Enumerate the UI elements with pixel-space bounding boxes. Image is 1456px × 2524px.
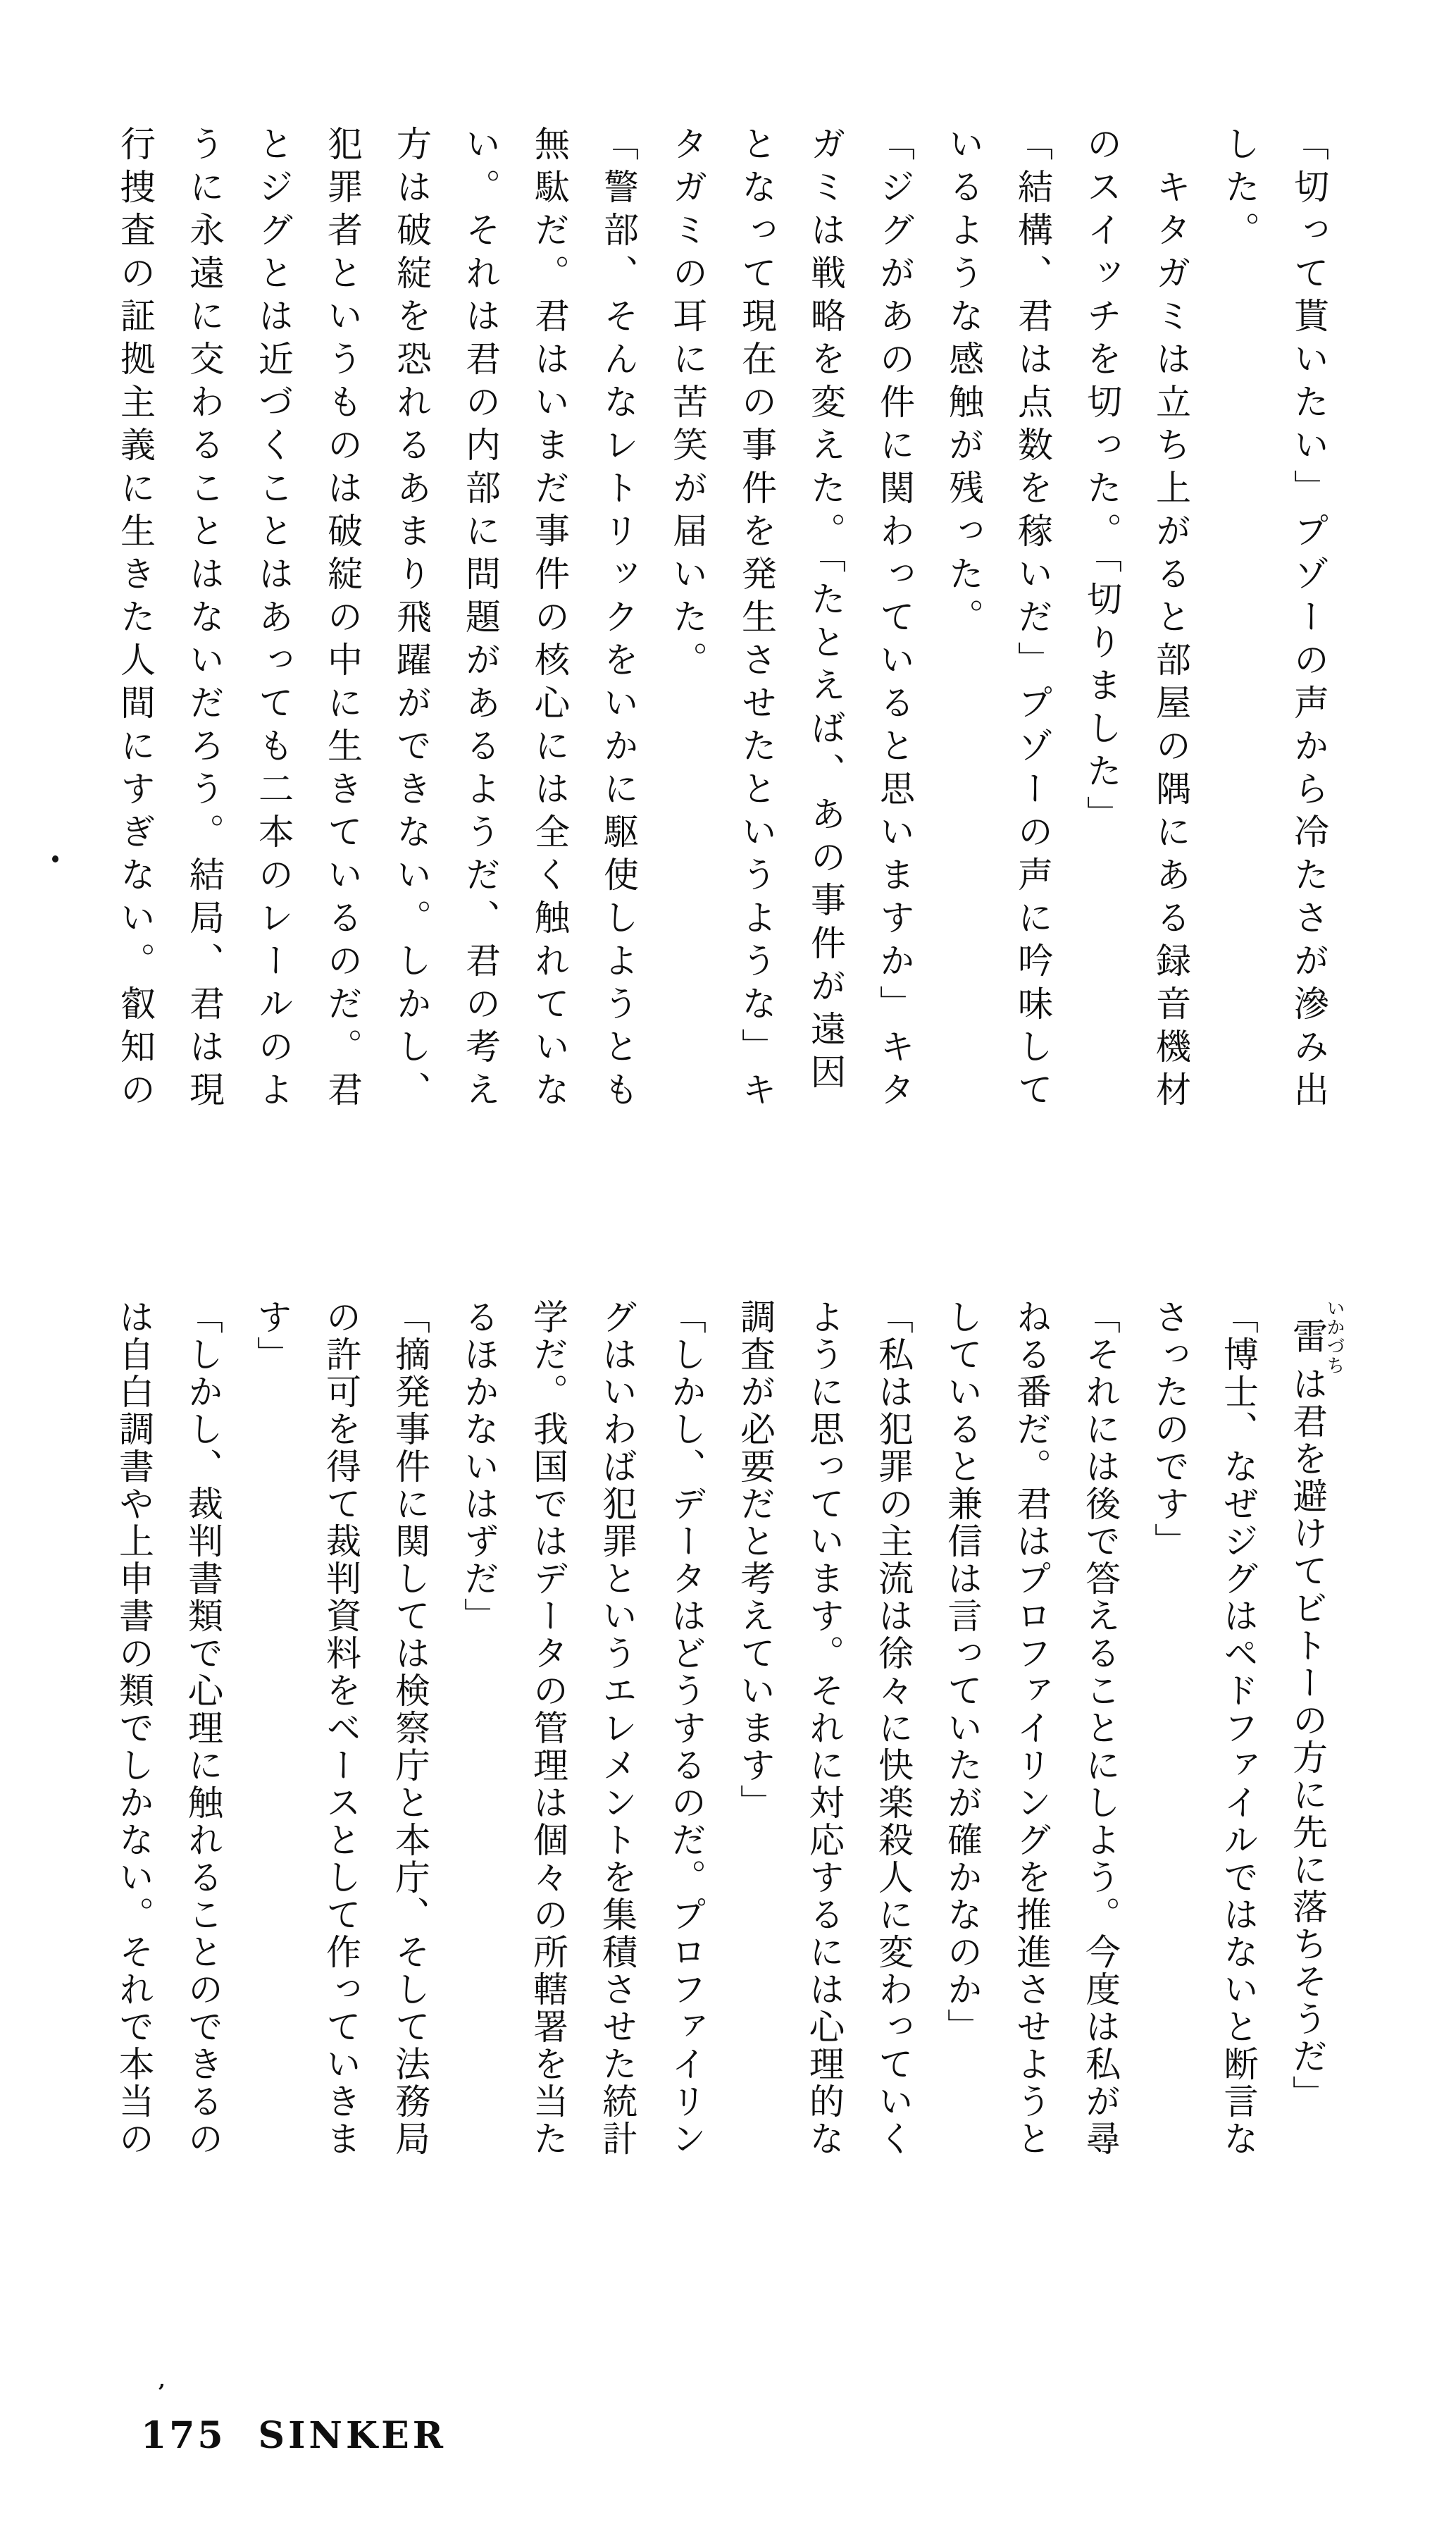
text-column: タガミの耳に苦笑が届いた。 xyxy=(667,125,708,684)
text-column: 「ジグがあの件に関わっていると思いますか」キタ xyxy=(874,125,915,1114)
text-column xyxy=(1273,1299,1343,2299)
text-column: 行捜査の証拠主義に生きた人間にすぎない。叡知の xyxy=(115,125,156,1114)
scan-artifact-dot xyxy=(52,855,58,862)
text-column: 「博士、なぜジグはペドファイルではないと断言な xyxy=(1218,1299,1259,2158)
text-column: 学だ。我国ではデータの管理は個々の所轄署を当た xyxy=(528,1299,568,2158)
page-number: 175 xyxy=(141,2414,226,2457)
text-column: 「摘発事件に関しては検察庁と本庁、そして法務局 xyxy=(390,1299,430,2158)
column-text: は君を避けてビトーの方に先に落ちそうだ」 xyxy=(1287,1366,1328,2112)
text-column: 「切って貰いたい」プゾーの声から冷たさが滲み出 xyxy=(1288,125,1329,1114)
text-column: 犯罪者というものは破綻の中に生きているのだ。君 xyxy=(322,125,363,1114)
text-column: るほかないはずだ」 xyxy=(459,1299,499,1635)
text-column: となって現在の事件を発生させたというような」キ xyxy=(736,125,777,1114)
page-footer xyxy=(141,2414,447,2457)
upper-text-block xyxy=(101,125,1343,1175)
text-column: さったのです」 xyxy=(1149,1299,1190,1560)
text-column: グはいわば犯罪というエレメントを集積させた統計 xyxy=(597,1299,637,2158)
text-column: していると兼信は言っていたが確かなのか」 xyxy=(942,1299,983,2046)
lower-text-block xyxy=(101,1299,1343,2299)
text-column: 「それには後で答えることにしよう。今度は私が尋 xyxy=(1080,1299,1121,2158)
ruby-word xyxy=(1287,1299,1345,1375)
text-column: の許可を得て裁判資料をベースとして作っていきま xyxy=(321,1299,361,2158)
running-title: SINKER xyxy=(258,2414,447,2457)
text-column: ねる番だ。君はプロファイリングを推進させようと xyxy=(1011,1299,1052,2158)
text-column: のスイッチを切った。「切りました」 xyxy=(1081,125,1122,839)
text-column: 「しかし、裁判書類で心理に触れることのできるの xyxy=(182,1299,223,2158)
text-column: 「しかし、データはどうするのだ。プロファイリン xyxy=(666,1299,707,2158)
text-column: 「警部、そんなレトリックをいかに駆使しようとも xyxy=(598,125,639,1114)
text-column: キタガミは立ち上がると部屋の隅にある録音機材 xyxy=(1150,168,1191,1114)
text-column: 調査が必要だと考えています」 xyxy=(735,1299,776,1821)
text-column: ように思っています。それに対応するには心理的な xyxy=(804,1299,845,2158)
text-column: い。それは君の内部に問題があるようだ、君の考え xyxy=(460,125,501,1114)
text-column: した。 xyxy=(1219,125,1260,254)
text-column: とジグとは近づくことはあっても二本のレールのよ xyxy=(253,125,294,1114)
ruby-base: 雷 xyxy=(1287,1299,1328,1375)
text-column: 「私は犯罪の主流は徐々に快楽殺人に変わっていく xyxy=(873,1299,914,2158)
scan-artifact-tick: ’ xyxy=(158,2380,166,2405)
furigana: いかづち xyxy=(1324,1299,1345,1375)
text-column: す」 xyxy=(251,1299,292,1373)
text-column: うに永遠に交わることはないだろう。結局、君は現 xyxy=(184,125,225,1114)
text-column: は自白調書や上申書の類でしかない。それで本当の xyxy=(113,1299,154,2158)
text-column: 「結構、君は点数を稼いだ」プゾーの声に吟味して xyxy=(1012,125,1053,1114)
text-column: 方は破綻を恐れるあまり飛躍ができない。しかし、 xyxy=(391,125,432,1114)
text-column: 無駄だ。君はいまだ事件の核心には全く触れていな xyxy=(529,125,570,1114)
text-column: ガミは戦略を変えた。「たとえば、あの事件が遠因 xyxy=(805,125,846,1096)
text-column: いるような感触が残った。 xyxy=(943,125,984,641)
